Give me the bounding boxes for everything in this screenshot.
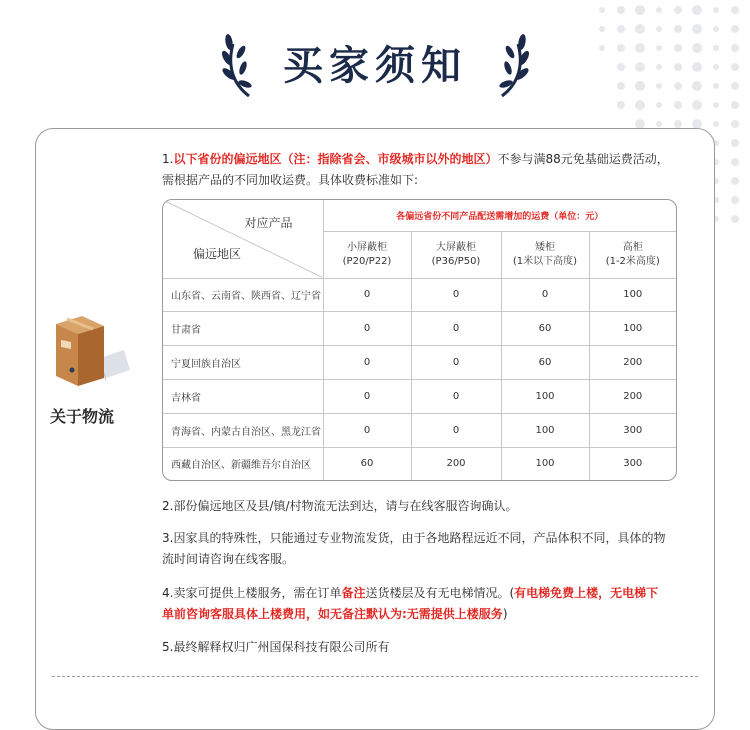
value-cell: 60 [501, 346, 589, 380]
region-cell: 西藏自治区、新疆维吾尔自治区 [163, 447, 323, 480]
note-1-red-text: 以下省份的偏远地区（注：指除省会、市级城市以外的地区） [173, 152, 498, 166]
package-box-icon [52, 312, 132, 392]
region-cell: 青海省、内蒙古自治区、黑龙江省 [163, 413, 323, 447]
value-cell: 200 [411, 447, 501, 480]
value-cell: 200 [589, 346, 676, 380]
value-cell: 0 [323, 346, 411, 380]
corner-top-label: 对应产品 [244, 216, 293, 230]
note-3-line2: 流时间请咨询在线客服。 [162, 552, 295, 566]
note-1-rest: 不参与满88元免基础运费活动， [497, 152, 669, 166]
value-cell: 0 [323, 413, 411, 447]
column-header: 大屏蔽柜 (P36/P50) [411, 231, 501, 278]
note-4 [162, 583, 702, 625]
value-cell: 0 [411, 413, 501, 447]
value-cell: 0 [411, 312, 501, 346]
corner-bottom-label: 偏远地区 [193, 246, 242, 261]
value-cell: 300 [589, 413, 676, 447]
value-cell: 100 [501, 413, 589, 447]
value-cell: 0 [411, 278, 501, 312]
value-cell: 60 [323, 447, 411, 480]
section-label: 关于物流 [50, 407, 115, 426]
header [0, 22, 750, 102]
table-row [163, 379, 676, 413]
note-4-text: 4.卖家可提供上楼服务，需在订单 [162, 586, 342, 600]
table-row [163, 447, 676, 480]
note-1-line2: 需根据产品的不同加收运费。具体收费标准如下: [162, 173, 419, 187]
region-cell: 吉林省 [163, 379, 323, 413]
value-cell: 0 [411, 379, 501, 413]
note-4-red-text: 单前咨询客服具体上楼费用，如无备注默认为:无需提供上楼服务 [162, 607, 503, 621]
value-cell: 0 [323, 278, 411, 312]
note-4-red-remark: 备注 [341, 586, 366, 600]
value-cell: 100 [501, 447, 589, 480]
freight-table [162, 199, 677, 481]
note-4-text: 送货楼层及有无电梯情况。( [365, 586, 515, 600]
note-1-number: 1. [162, 152, 174, 166]
table-row [163, 312, 676, 346]
region-cell: 山东省、云南省、陕西省、辽宁省 [163, 278, 323, 312]
table-row [163, 346, 676, 380]
value-cell: 100 [589, 278, 676, 312]
note-5: 5.最终解释权归广州国保科技有限公司所有 [162, 640, 390, 654]
region-cell: 宁夏回族自治区 [163, 346, 323, 380]
page-title: 买家须知 [283, 43, 467, 89]
column-header: 高柜 (1-2米高度) [589, 231, 676, 278]
value-cell: 0 [501, 278, 589, 312]
note-3-line1: 3.因家具的特殊性，只能通过专业物流发货，由于各地路程远近不同，产品体积不同，具体的物 [162, 531, 666, 545]
column-header: 小屏蔽柜 (P20/P22) [323, 231, 411, 278]
value-cell: 200 [589, 379, 676, 413]
laurel-right-icon [492, 28, 532, 98]
value-cell: 60 [501, 312, 589, 346]
note-3 [162, 528, 702, 570]
note-4-text: ) [502, 607, 508, 621]
column-header: 矮柜 (1米以下高度) [501, 231, 589, 278]
dashed-divider [52, 676, 698, 677]
table-group-header: 各偏远省份不同产品配送需增加的运费（单位：元） [323, 200, 676, 231]
note-2: 2.部份偏远地区及县/镇/村物流无法到达，请与在线客服咨询确认。 [162, 499, 518, 513]
value-cell: 300 [589, 447, 676, 480]
value-cell: 100 [589, 312, 676, 346]
value-cell: 0 [411, 346, 501, 380]
table-row [163, 413, 676, 447]
table-corner-cell [163, 200, 323, 278]
region-cell: 甘肃省 [163, 312, 323, 346]
table-row [163, 278, 676, 312]
value-cell: 0 [323, 379, 411, 413]
value-cell: 100 [501, 379, 589, 413]
value-cell: 0 [323, 312, 411, 346]
note-4-red-text: 有电梯免费上楼，无电梯下 [514, 586, 659, 600]
note-1 [162, 149, 702, 191]
